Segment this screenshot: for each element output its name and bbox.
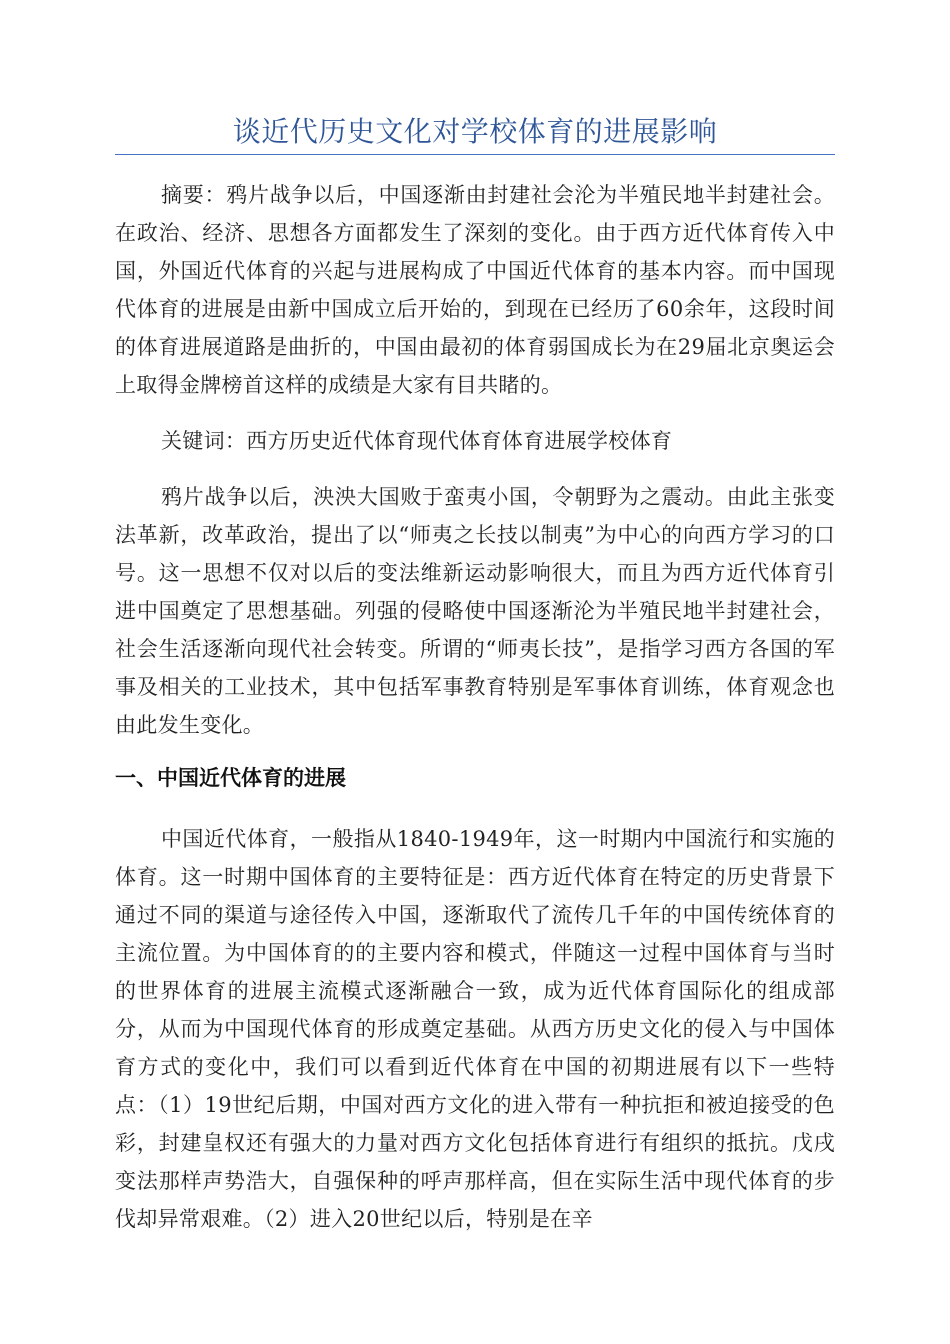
abstract-paragraph: 摘要：鸦片战争以后，中国逐渐由封建社会沦为半殖民地半封建社会。在政治、经济、思想各方面都发生了深刻的变化。由于西方近代体育传入中国，外国近代体育的兴起与进展构成了中国近代体育的基本内容。而中国现代体育的进展是由新中国成立后开始的，到现在已经历了60余年，这段时间的体育进展道路是曲折的，中国由最初的体育弱国成长为在29届北京奥运会上取得金牌榜首这样的成绩是大家有目共睹的。 [115, 183, 835, 397]
section-paragraph: 中国近代体育，一般指从1840-1949年，这一时期内中国流行和实施的体育。这一时期中国体育的主要特征是：西方近代体育在特定的历史背景下通过不同的渠道与途径传入中国，逐渐取代了流传几千年的中国传统体育的主流位置。为中国体育的的主要内容和模式，伴随这一过程中国体育与当时的世界体育的进展主流模式逐渐融合一致，成为近代体育国际化的组成部分，从而为中国现代体育的形成奠定基础。从西方历史文化的侵入与中国体育方式的变化中，我们可以看到近代体育在中国的初期进展有以下一些特点：（1）19世纪后期，中国对西方文化的进入带有一种抗拒和被迫接受的色彩，封建皇权还有强大的力量对西方文化包括体育进行有组织的抵抗。戊戌变法那样声势浩大，自强保种的呼声那样高，但在实际生活中现代体育的步伐却异常艰难。（2）进入20世纪以后，特别是在辛 [115, 827, 835, 1231]
title-underline [115, 154, 835, 155]
section-heading: 一、中国近代体育的进展 [115, 766, 346, 790]
intro-paragraph: 鸦片战争以后，泱泱大国败于蛮夷小国，令朝野为之震动。由此主张变法革新，改革政治，提出了以“师夷之长技以制夷”为中心的向西方学习的口号。这一思想不仅对以后的变法维新运动影响很大，而且为西方近代体育引进中国奠定了思想基础。列强的侵略使中国逐渐沦为半殖民地半封建社会，社会生活逐渐向现代社会转变。所谓的“师夷长技”，是指学习西方各国的军事及相关的工业技术，其中包括军事教育特别是军事体育训练，体育观念也由此发生变化。 [115, 485, 835, 737]
document-title: 谈近代历史文化对学校体育的进展影响 [232, 115, 718, 148]
keywords-paragraph: 关键词：西方历史近代体育现代体育体育进展学校体育 [161, 429, 673, 453]
